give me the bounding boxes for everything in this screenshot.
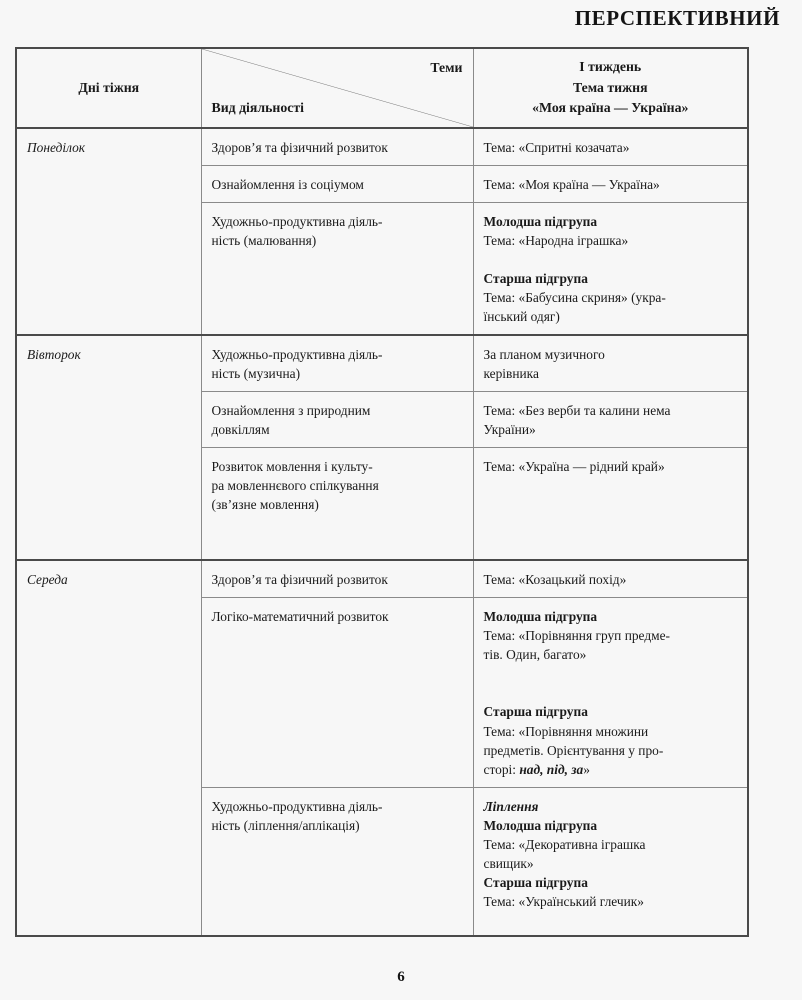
activity-text: Здоров’я та фізичний розвиток: [211, 140, 388, 155]
theme-text: За планом музичного: [483, 347, 605, 363]
theme-cell: [473, 787, 748, 936]
activity-cell: [201, 203, 473, 336]
subgroup-label: Молодша підгрупа: [483, 817, 598, 833]
activity-text: Розвиток мовлення і культу-: [211, 459, 373, 475]
theme-text: Тема: «Український глечик»: [483, 893, 644, 909]
header-activity-label: Вид діяльності: [211, 100, 304, 116]
theme-text-suffix: »: [583, 761, 590, 777]
theme-cell: [473, 392, 748, 448]
activity-text: Художньо-продуктивна діяль-: [211, 214, 383, 230]
activity-cell: [201, 392, 473, 448]
table-row: [16, 335, 748, 392]
subgroup-label: Молодша підгрупа: [483, 214, 598, 230]
header-themes-label: Теми: [430, 60, 463, 75]
table-row: [16, 128, 748, 166]
theme-text: України»: [483, 422, 536, 438]
theme-cell: [473, 448, 748, 561]
theme-text: Тема: «Народна іграшка»: [483, 233, 629, 249]
theme-text: Тема: «Бабусина скриня» (укра-: [483, 290, 666, 306]
theme-text: предметів. Орієнтування у про-: [483, 742, 664, 758]
theme-text: керівника: [483, 366, 539, 382]
theme-caption: Ліплення: [483, 798, 539, 814]
theme-text: Тема: «Порівняння груп предме-: [483, 628, 671, 644]
perspective-plan-table: [15, 47, 749, 937]
activity-text: Ознайомлення з природним: [211, 403, 371, 419]
header-cell-activity-themes: [201, 48, 473, 128]
activity-cell: [201, 598, 473, 787]
header-week-topic-value: «Моя країна — Україна»: [532, 100, 689, 116]
theme-text: їнський одяг): [483, 309, 560, 325]
subgroup-label: Молодша підгрупа: [483, 609, 598, 625]
theme-cell: [473, 166, 748, 203]
activity-text: ність (малювання): [211, 233, 317, 249]
theme-cell: [473, 335, 748, 392]
plan-table-container: [15, 47, 747, 937]
theme-text: Тема: «Моя країна — Україна»: [483, 177, 660, 193]
activity-cell: [201, 128, 473, 166]
activity-text: Художньо-продуктивна діяль-: [211, 798, 383, 814]
spacer: [484, 250, 738, 269]
theme-text: Тема: «Україна — рідний край»: [483, 459, 665, 475]
theme-text-emphasis: над, під, за: [519, 761, 584, 777]
day-cell-wednesday: Середа: [16, 560, 201, 935]
activity-text: Художньо-продуктивна діяль-: [211, 347, 383, 363]
header-cell-days: [16, 48, 201, 128]
activity-cell: [201, 560, 473, 598]
activity-text: ра мовленнєвого спілкування: [211, 478, 379, 494]
theme-text: тів. Один, багато»: [483, 647, 587, 663]
theme-cell: [473, 598, 748, 787]
theme-cell: [473, 203, 748, 336]
page-number: 6: [397, 969, 405, 985]
theme-text-with-italic: [484, 760, 738, 779]
spacer: [484, 664, 738, 702]
day-cell-tuesday: Вівторок: [16, 335, 201, 560]
table-header-row: [16, 48, 748, 128]
activity-cell: [201, 335, 473, 392]
theme-text: Тема: «Козацький похід»: [483, 572, 627, 588]
header-week-topic-label: Тема тижня: [572, 79, 648, 95]
activity-cell: [201, 787, 473, 936]
theme-cell: [473, 128, 748, 166]
activity-text: довкіллям: [211, 422, 270, 438]
header-week-block: [474, 57, 748, 119]
activity-text: Ознайомлення із соціумом: [211, 177, 364, 193]
activity-cell: [201, 166, 473, 203]
header-days-label: Дні тіжня: [78, 80, 140, 96]
activity-cell: [201, 448, 473, 561]
subgroup-label: Старша підгрупа: [483, 271, 588, 287]
activity-text: ність (музична): [211, 366, 301, 382]
header-cell-week: [473, 48, 748, 128]
theme-text: Тема: «Без верби та калини нема: [483, 403, 671, 419]
theme-text: Тема: «Декоративна іграшка: [483, 836, 646, 852]
diagonal-split-cell: [202, 49, 473, 127]
theme-text: Тема: «Порівняння множини: [483, 723, 649, 739]
theme-cell: [473, 560, 748, 598]
activity-text: ність (ліплення/аплікація): [211, 817, 360, 833]
activity-text: (зв’язне мовлення): [211, 497, 319, 513]
theme-text-prefix: сторі:: [483, 761, 520, 777]
running-head: ПЕРСПЕКТИВНИЙ: [574, 6, 780, 30]
activity-text: Здоров’я та фізичний розвиток: [211, 572, 388, 588]
theme-text: свищик»: [483, 855, 534, 871]
table-row: [16, 560, 748, 598]
day-cell-monday: Понеділок: [16, 128, 201, 335]
header-week-number: I тиждень: [579, 58, 642, 74]
subgroup-label: Старша підгрупа: [483, 704, 588, 720]
activity-text: Логіко-математичний розвиток: [211, 609, 389, 625]
subgroup-label: Старша підгрупа: [483, 874, 588, 890]
theme-text: Тема: «Спритні козачата»: [483, 140, 630, 155]
